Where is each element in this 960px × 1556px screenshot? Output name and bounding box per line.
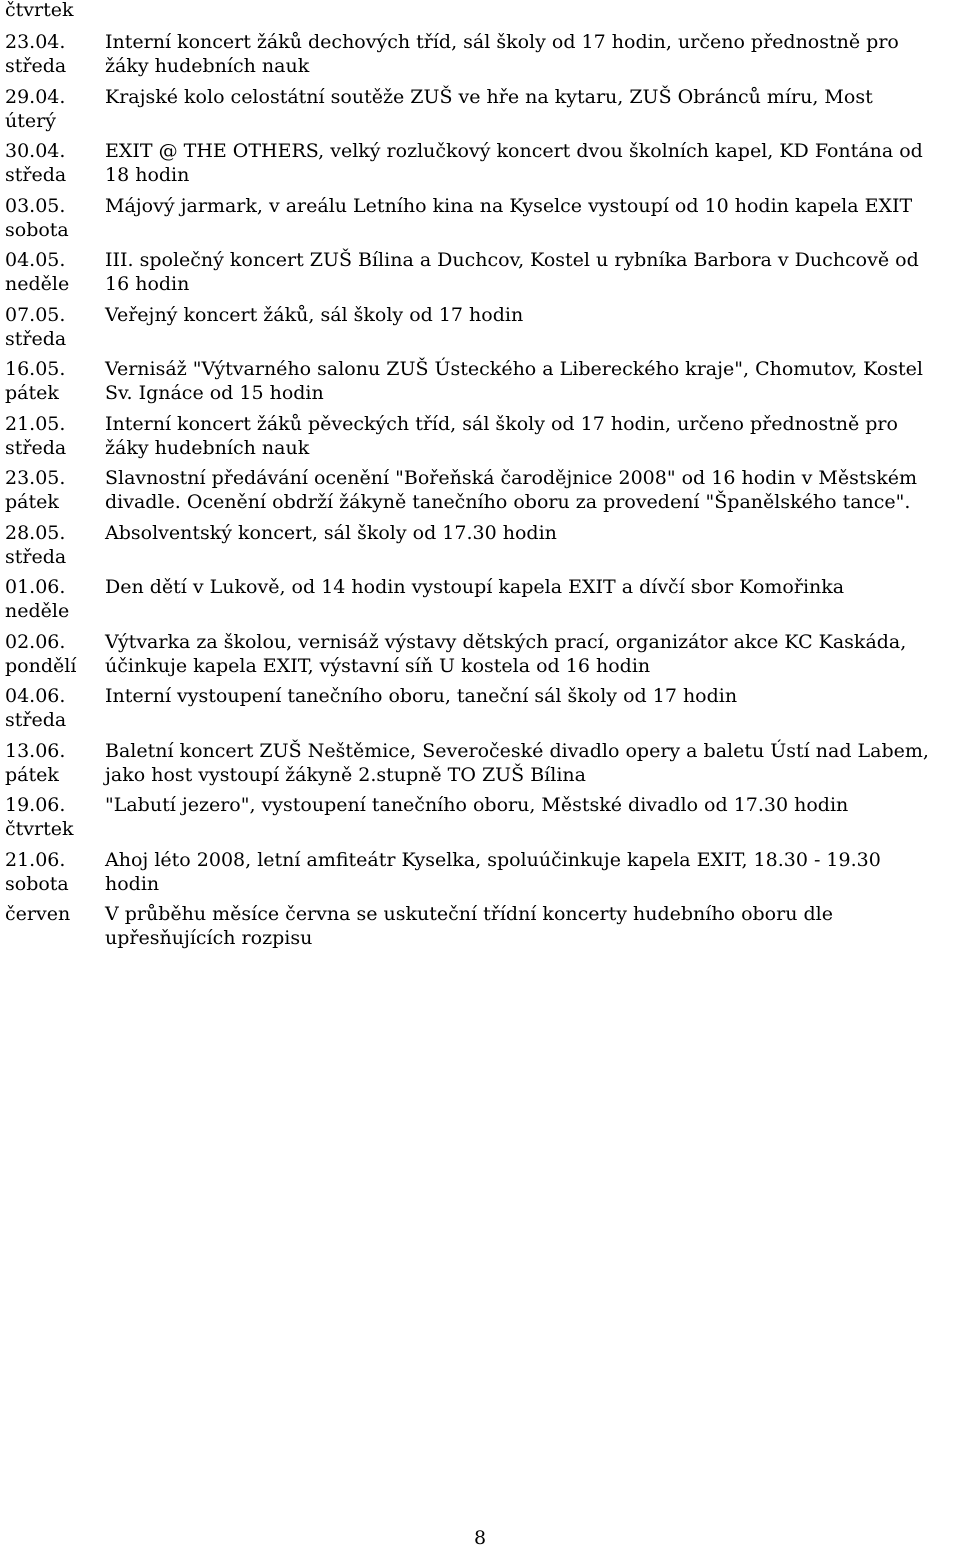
event-row — [5, 357, 940, 405]
event-row — [5, 848, 940, 896]
event-when — [5, 848, 105, 896]
event-row — [5, 575, 940, 623]
event-day: čtvrtek — [5, 818, 74, 840]
event-when — [5, 466, 105, 514]
event-when — [5, 521, 105, 569]
event-description: Ahoj léto 2008, letní amfiteátr Kyselka, spoluúčinkuje kapela EXIT, 18.30 - 19.30 hodin — [105, 848, 881, 895]
event-date: 28.05. — [5, 521, 66, 544]
event-date: 03.05. — [5, 194, 66, 217]
event-date: 19.06. — [5, 794, 66, 816]
event-row — [5, 739, 940, 787]
event-day: středa — [5, 55, 67, 77]
event-date: 30.04. — [5, 140, 66, 162]
event-description: Den dětí v Lukově, od 14 hodin vystoupí kapela EXIT a dívčí sbor Komořinka — [105, 576, 845, 598]
event-row — [5, 30, 940, 78]
event-when — [5, 630, 105, 678]
event-date: 04.05. — [5, 249, 66, 271]
event-date: 16.05. — [5, 358, 66, 380]
event-date: 29.04. — [5, 85, 66, 108]
event-date: červen — [5, 903, 71, 925]
event-date: 01.06. — [5, 576, 66, 598]
event-description: III. společný koncert ZUŠ Bílina a Duchcov, Kostel u rybníka Barbora v Duchcově od 16 hodin — [105, 249, 919, 295]
event-date: 21.05. — [5, 412, 66, 435]
event-day: sobota — [5, 218, 69, 241]
event-date: 23.05. — [5, 467, 66, 489]
event-day: neděle — [5, 273, 70, 295]
event-when — [5, 684, 105, 732]
event-description: Interní vystoupení tanečního oboru, taneční sál školy od 17 hodin — [105, 685, 738, 707]
event-row — [5, 139, 940, 187]
event-when — [5, 793, 105, 841]
event-description: "Labutí jezero", vystoupení tanečního oboru, Městské divadlo od 17.30 hodin — [105, 794, 849, 816]
event-day: středa — [5, 545, 67, 568]
event-day: neděle — [5, 600, 70, 622]
event-row — [5, 466, 940, 514]
event-list — [5, 30, 940, 957]
event-when — [5, 30, 105, 78]
event-description: Veřejný koncert žáků, sál školy od 17 hodin — [105, 303, 524, 326]
event-day: sobota — [5, 872, 69, 895]
event-day: pátek — [5, 491, 59, 513]
event-row — [5, 521, 940, 569]
event-day: pondělí — [5, 654, 77, 677]
event-day: pátek — [5, 763, 59, 786]
event-when — [5, 412, 105, 460]
event-date: 07.05. — [5, 303, 66, 326]
event-row — [5, 194, 940, 242]
event-row — [5, 412, 940, 460]
event-description: Vernisáž "Výtvarného salonu ZUŠ Ústeckého a Libereckého kraje", Chomutov, Kostel Sv. Ignáce od 15 hodin — [105, 358, 923, 404]
event-row — [5, 793, 940, 841]
event-day: pátek — [5, 382, 59, 404]
event-description: Interní koncert žáků dechových tříd, sál školy od 17 hodin, určeno přednostně pro žáky hudebních nauk — [105, 31, 899, 77]
event-row — [5, 248, 940, 296]
event-date: 13.06. — [5, 739, 66, 762]
event-when — [5, 303, 105, 351]
event-when — [5, 739, 105, 787]
event-date: 23.04. — [5, 31, 66, 53]
event-date: 21.06. — [5, 848, 66, 871]
event-row — [5, 684, 940, 732]
event-row — [5, 85, 940, 133]
event-day: středa — [5, 709, 67, 731]
event-date: 04.06. — [5, 685, 66, 707]
event-description: EXIT @ THE OTHERS, velký rozlučkový koncert dvou školních kapel, KD Fontána od 18 hodin — [105, 140, 923, 186]
page-number: 8 — [473, 1527, 487, 1549]
event-row — [5, 902, 940, 950]
event-day: středa — [5, 327, 67, 350]
event-when — [5, 902, 105, 926]
event-when — [5, 194, 105, 242]
event-description: Baletní koncert ZUŠ Neštěmice, Severočeské divadlo opery a baletu Ústí nad Labem, jako host vystoupí žákyně 2.stupně TO ZUŠ Bílina — [105, 739, 929, 786]
event-day: úterý — [5, 109, 56, 132]
event-day: středa — [5, 436, 67, 459]
event-row — [5, 630, 940, 678]
event-when — [5, 248, 105, 296]
event-description: Krajské kolo celostátní soutěže ZUŠ ve hře na kytaru, ZUŠ Obránců míru, Most — [105, 85, 873, 108]
carryover-day: čtvrtek — [5, 0, 74, 21]
event-description: Slavnostní předávání ocenění "Bořeňská čarodějnice 2008" od 16 hodin v Městském divadle. Ocenění obdrží žákyně tanečního oboru za provedení "Španělského tance". — [105, 467, 918, 513]
event-description: Výtvarka za školou, vernisáž výstavy dětských prací, organizátor akce KC Kaskáda, účinkuje kapela EXIT, výstavní síň U kostela od 16 hodin — [105, 630, 907, 677]
event-when — [5, 139, 105, 187]
event-description: Interní koncert žáků pěveckých tříd, sál školy od 17 hodin, určeno přednostně pro žáky hudebních nauk — [105, 412, 898, 459]
event-description: Absolventský koncert, sál školy od 17.30 hodin — [105, 521, 557, 544]
event-when — [5, 85, 105, 133]
event-description: V průběhu měsíce června se uskuteční třídní koncerty hudebního oboru dle upřesňujících rozpisu — [105, 903, 833, 949]
event-date: 02.06. — [5, 630, 66, 653]
event-row — [5, 303, 940, 351]
event-when — [5, 357, 105, 405]
event-when — [5, 575, 105, 623]
event-description: Májový jarmark, v areálu Letního kina na Kyselce vystoupí od 10 hodin kapela EXIT — [105, 194, 913, 217]
event-day: středa — [5, 164, 67, 186]
